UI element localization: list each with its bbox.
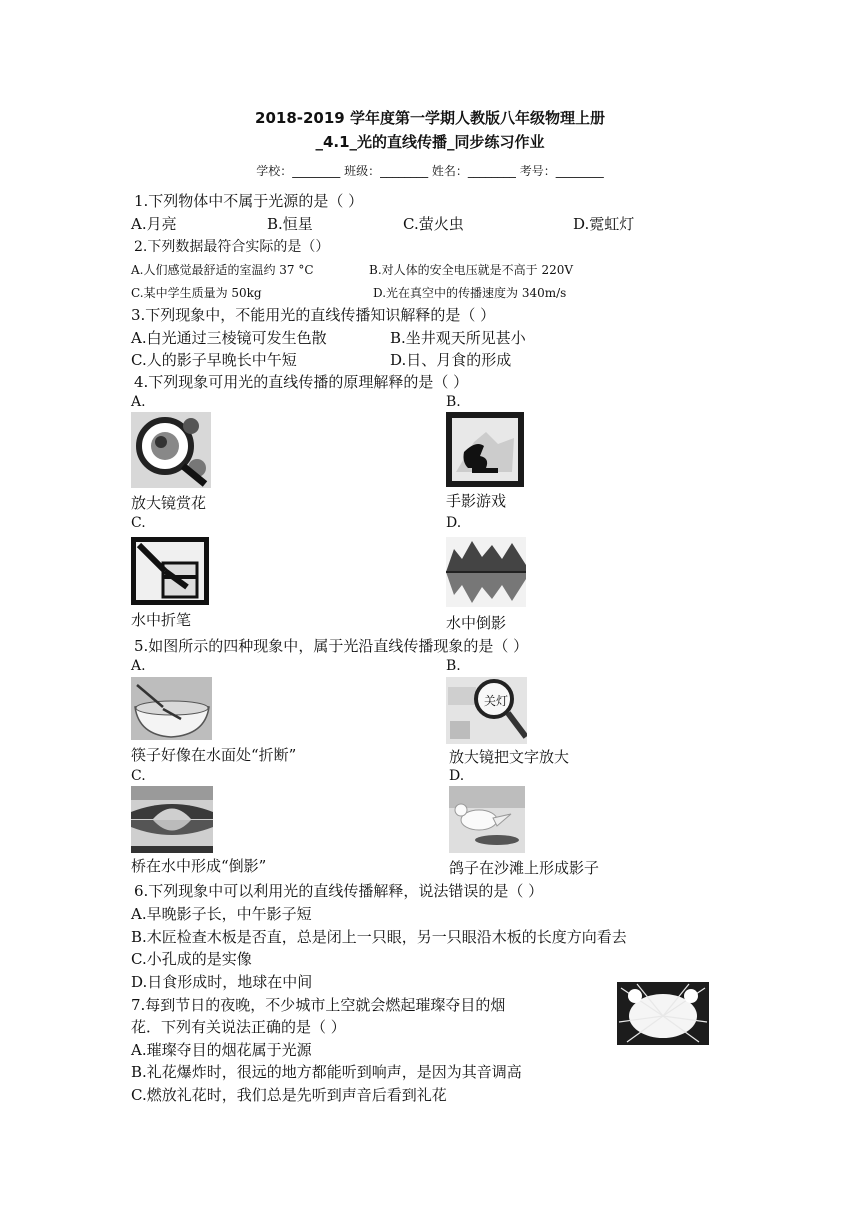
q6-option-a: A.早晚影子长，中午影子短 (131, 905, 312, 923)
student-info-line: 学校：________ 班级：________ 姓名：________ 考号：________ (256, 164, 604, 178)
magnifier-sign-text: 关灯 (484, 694, 509, 708)
q5-stem: 5.如图所示的四种现象中，属于光沿直线传播现象的是（ ） (134, 637, 529, 655)
q3-stem: 3.下列现象中，不能用光的直线传播知识解释的是（ ） (131, 306, 496, 324)
bridge-reflection-image (131, 786, 213, 853)
q4-caption-a: 放大镜赏花 (131, 494, 207, 512)
q3-option-c: C.人的影子早晚长中午短 (131, 351, 297, 369)
q1-stem: 1.下列物体中不属于光源的是（ ） (134, 192, 364, 210)
q4-letter-d: D. (446, 515, 462, 531)
q1-option-a: A.月亮 (131, 215, 177, 233)
q4-letter-a: A. (131, 394, 146, 410)
q3-option-b: B.坐井观天所见甚小 (390, 329, 526, 347)
page-subtitle: _4.1_光的直线传播_同步练习作业 (315, 133, 545, 151)
q2-option-d: D.光在真空中的传播速度为 340m/s (373, 286, 567, 300)
q4-letter-b: B. (446, 394, 461, 410)
q7-option-a: A.璀璨夺目的烟花属于光源 (131, 1041, 312, 1059)
q2-option-c: C.某中学生质量为 50kg (131, 286, 262, 300)
q7-option-b: B.礼花爆炸时，很远的地方都能听到响声，是因为其音调高 (131, 1063, 522, 1081)
q6-stem: 6.下列现象中可以利用光的直线传播解释，说法错误的是（ ） (134, 882, 544, 900)
q4-caption-d: 水中倒影 (446, 614, 507, 632)
q5-caption-c: 桥在水中形成“倒影” (131, 857, 267, 875)
q4-stem: 4.下列现象可用光的直线传播的原理解释的是（ ） (134, 373, 469, 391)
q4-caption-c: 水中折笔 (131, 611, 192, 629)
water-reflection-image (446, 537, 526, 607)
q5-letter-b: B. (446, 658, 461, 674)
q3-option-d: D.日、月食的形成 (390, 351, 512, 369)
q2-option-b: B.对人体的安全电压就是不高于 220V (369, 263, 574, 277)
hand-shadow-image (446, 412, 524, 487)
q1-option-b: B.恒星 (267, 215, 313, 233)
q5-caption-d: 鸽子在沙滩上形成影子 (449, 859, 600, 877)
q2-option-a: A.人们感觉最舒适的室温约 37 °C (131, 263, 314, 277)
fireworks-image (617, 982, 709, 1045)
q5-letter-c: C. (131, 768, 146, 784)
q5-letter-d: D. (449, 768, 465, 784)
q7-option-c: C.燃放礼花时，我们总是先听到声音后看到礼花 (131, 1086, 447, 1104)
q6-option-d: D.日食形成时，地球在中间 (131, 973, 313, 991)
q1-option-d: D.霓虹灯 (573, 215, 635, 233)
q7-stem-line1: 7.每到节日的夜晚，不少城市上空就会燃起璀璨夺目的烟 (131, 996, 506, 1014)
q7-stem-line2: 花．下列有关说法正确的是（ ） (131, 1018, 346, 1036)
q4-caption-b: 手影游戏 (446, 492, 507, 510)
q6-option-c: C.小孔成的是实像 (131, 950, 252, 968)
page-title: 2018-2019 学年度第一学期人教版八年级物理上册 (255, 109, 605, 127)
q5-caption-b: 放大镜把文字放大 (449, 748, 570, 766)
pigeon-shadow-image (449, 786, 525, 853)
bent-pencil-water-image (131, 537, 209, 605)
q2-stem: 2.下列数据最符合实际的是（） (134, 239, 330, 255)
q6-option-b: B.木匠检查木板是否直，总是闭上一只眼，另一只眼沿木板的长度方向看去 (131, 928, 627, 946)
q5-letter-a: A. (131, 658, 146, 674)
q4-letter-c: C. (131, 515, 146, 531)
q3-option-a: A.白光通过三棱镜可发生色散 (131, 329, 327, 347)
magnifier-text-image (446, 677, 527, 744)
chopsticks-bowl-image (131, 677, 212, 740)
magnifier-flower-image (131, 412, 211, 488)
q1-option-c: C.萤火虫 (403, 215, 464, 233)
q5-caption-a: 筷子好像在水面处“折断” (131, 746, 297, 764)
